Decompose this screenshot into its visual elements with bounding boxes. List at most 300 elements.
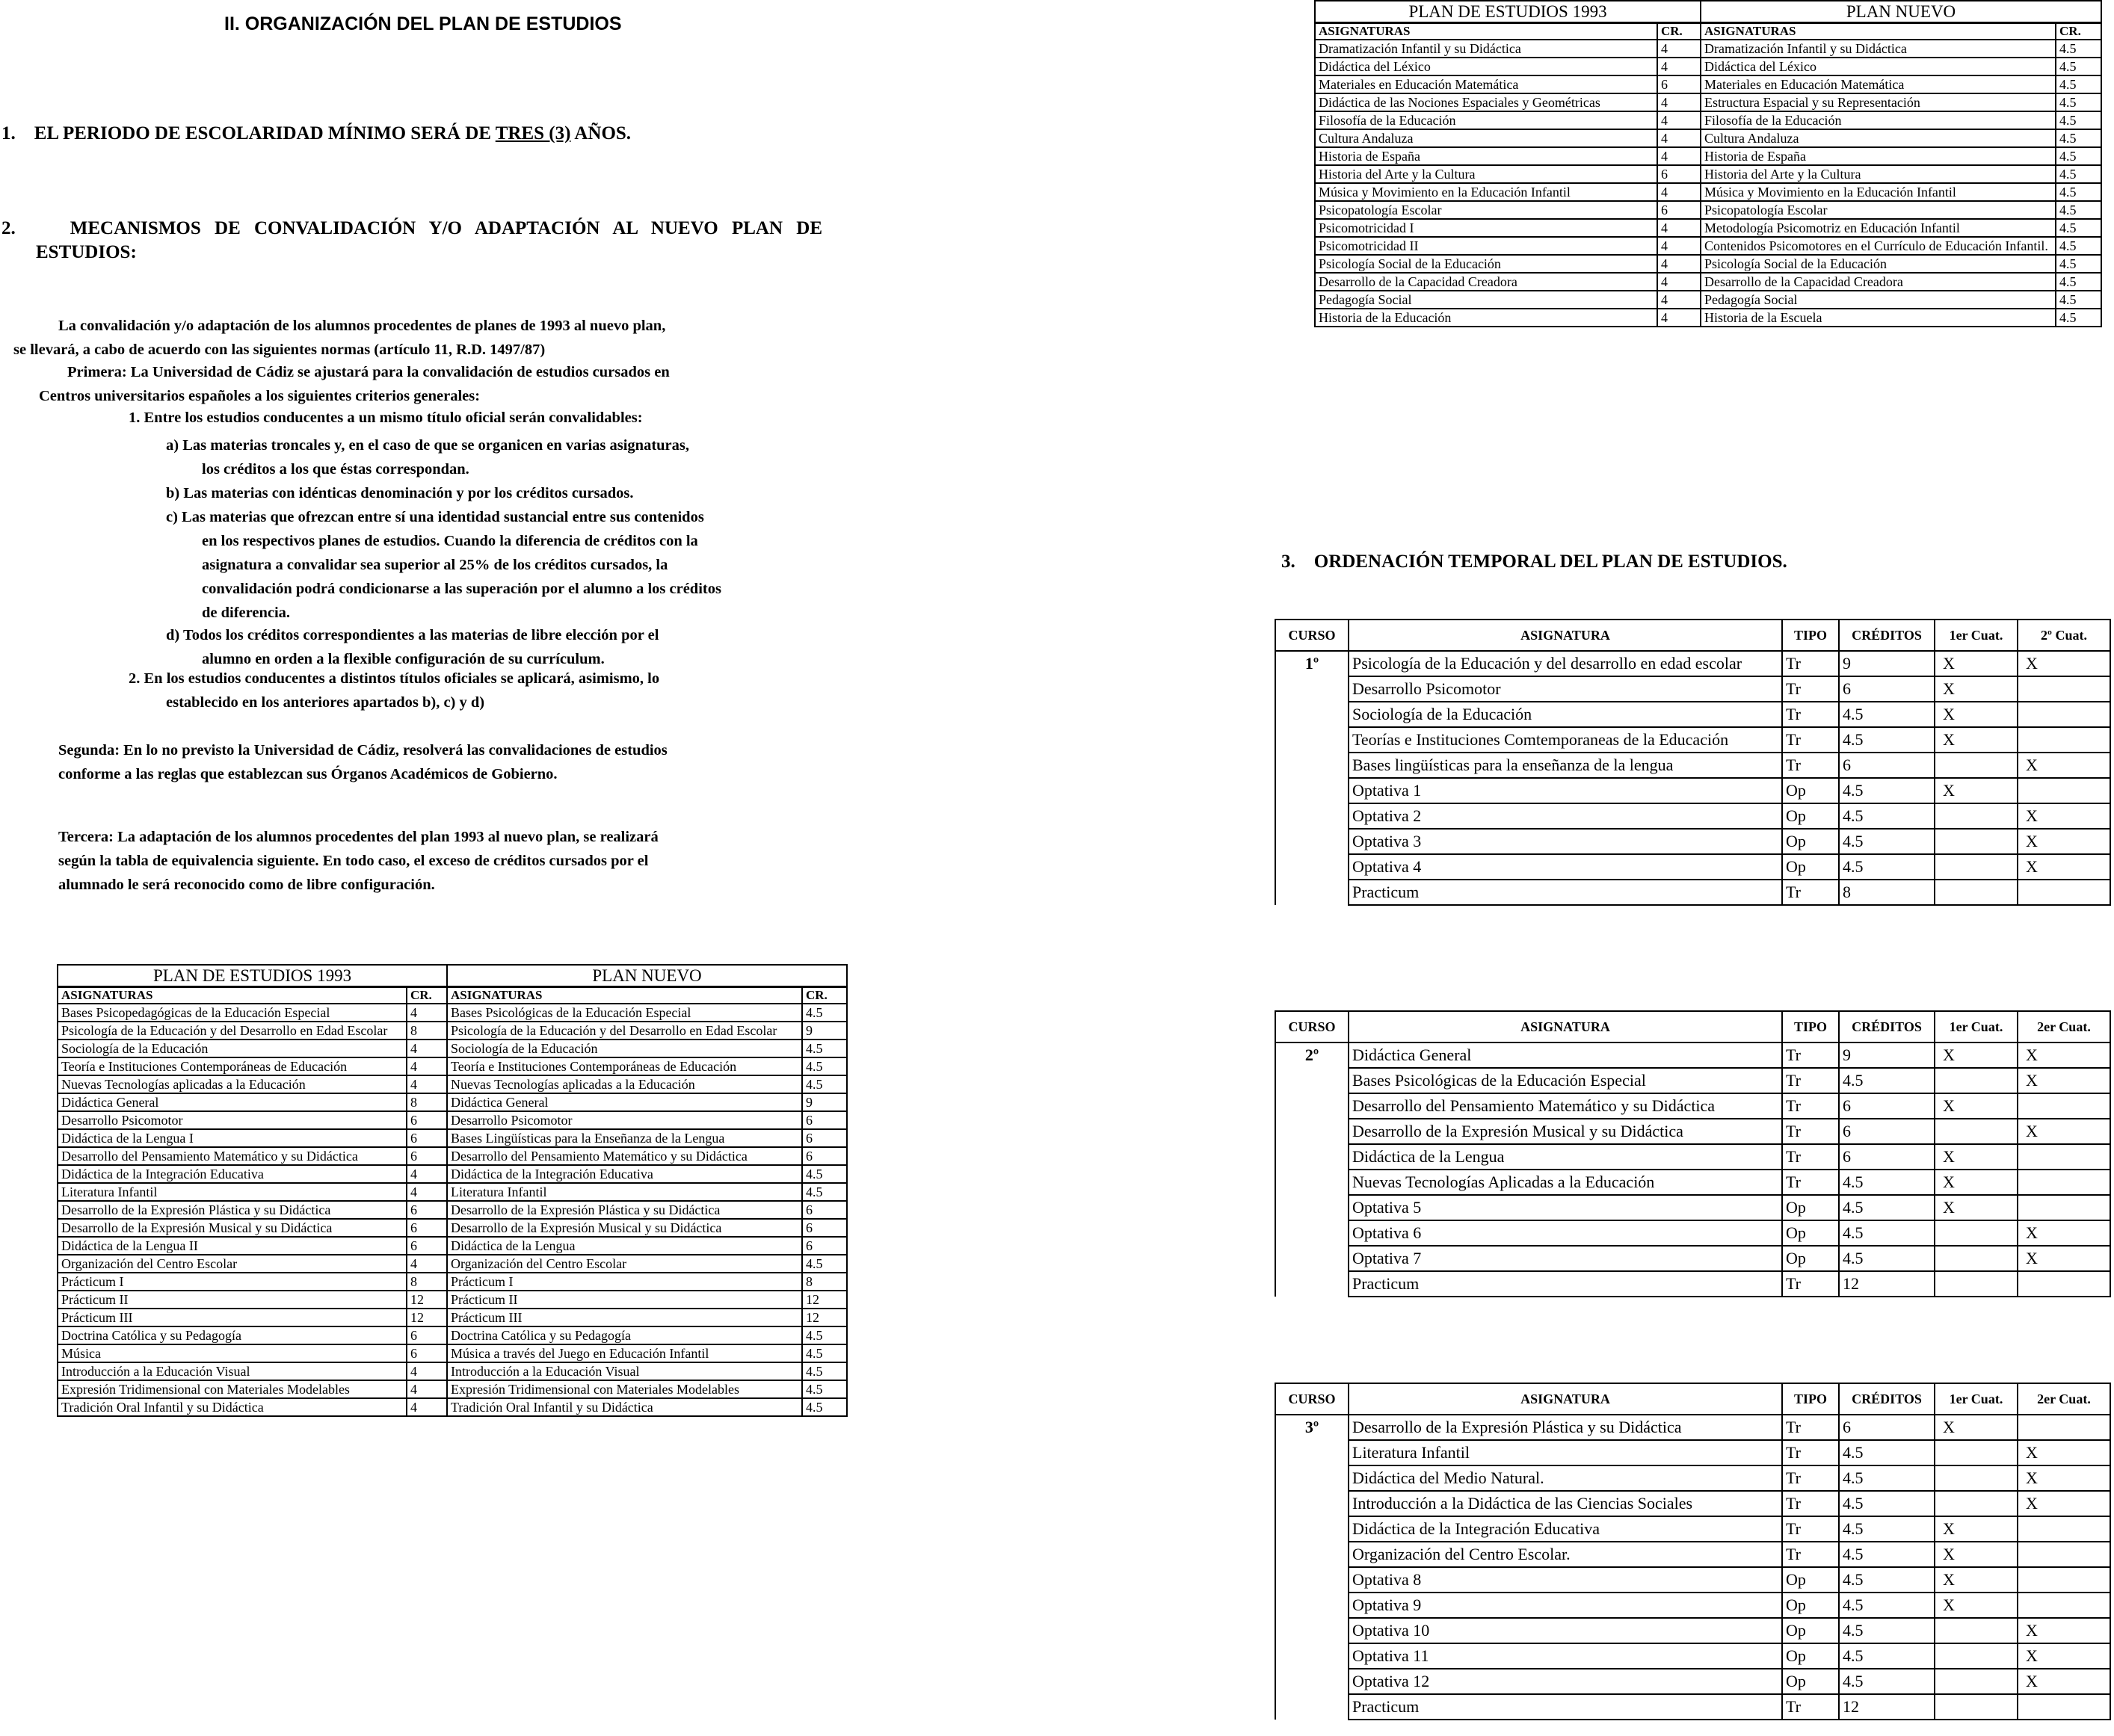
primera-line: Primera: La Universidad de Cádiz se ajustará para la convalidación de estudios cursados en <box>67 364 670 380</box>
course-table-2 <box>1275 1010 2111 1297</box>
new-credits: 9 <box>802 1093 847 1111</box>
old-subject: Prácticum III <box>58 1309 407 1326</box>
col-cr: CR. <box>1657 23 1701 40</box>
tipo: Op <box>1782 1669 1839 1694</box>
criteria-line: los créditos a los que éstas correspondan. <box>202 461 469 478</box>
old-subject: Psicomotricidad I <box>1315 219 1657 237</box>
cuat-1 <box>1935 1618 2018 1643</box>
creditos: 4.5 <box>1839 1440 1935 1465</box>
cuat-2: X <box>2018 1643 2110 1669</box>
new-credits: 6 <box>802 1237 847 1255</box>
subject: Didáctica de la Integración Educativa <box>1349 1516 1782 1542</box>
col-creditos: CRÉDITOS <box>1839 1383 1935 1415</box>
equivalence-row <box>58 1111 847 1129</box>
new-subject: Nuevas Tecnologías aplicadas a la Educación <box>447 1075 802 1093</box>
equivalence-row <box>58 1362 847 1380</box>
new-credits: 4.5 <box>802 1380 847 1398</box>
col-tipo: TIPO <box>1782 620 1839 651</box>
creditos: 6 <box>1839 1093 1935 1119</box>
new-credits: 4.5 <box>802 1075 847 1093</box>
equivalence-plan-header-row <box>58 965 847 987</box>
section-2-number: 2. <box>1 218 16 238</box>
tipo: Tr <box>1782 1694 1839 1720</box>
col-asignaturas: ASIGNATURAS <box>1315 23 1657 40</box>
tercera-line: según la tabla de equivalencia siguiente. En todo caso, el exceso de créditos cursados por el <box>58 853 649 869</box>
cuat-2: X <box>2018 1042 2110 1068</box>
course-row <box>1275 803 2110 829</box>
segunda-line: conforme a las reglas que establezcan sus Órganos Académicos de Gobierno. <box>58 766 558 782</box>
new-credits: 4.5 <box>2056 93 2101 111</box>
course-row <box>1275 1643 2110 1669</box>
criteria-line: b) Las materias con idénticas denominación y por los créditos cursados. <box>166 485 634 501</box>
subject: Practicum <box>1349 1271 1782 1297</box>
old-credits: 6 <box>1657 201 1701 219</box>
col-creditos: CRÉDITOS <box>1839 1011 1935 1042</box>
cuat-1 <box>1935 1246 2018 1271</box>
cuat-2 <box>2018 1516 2110 1542</box>
equivalence-row <box>1315 129 2101 147</box>
old-credits: 4 <box>407 1255 447 1273</box>
new-subject: Psicopatología Escolar <box>1701 201 2056 219</box>
old-credits: 4 <box>1657 111 1701 129</box>
plan-1993-header: PLAN DE ESTUDIOS 1993 <box>58 965 447 987</box>
old-subject: Prácticum II <box>58 1291 407 1309</box>
equivalence-row <box>58 1004 847 1022</box>
equivalence-column-header-row <box>1315 23 2101 40</box>
new-subject: Cultura Andaluza <box>1701 129 2056 147</box>
cuat-2 <box>2018 1593 2110 1618</box>
equivalence-row <box>58 1219 847 1237</box>
old-subject: Organización del Centro Escolar <box>58 1255 407 1273</box>
cuat-2 <box>2018 1093 2110 1119</box>
old-credits: 4 <box>1657 147 1701 165</box>
course-row <box>1275 1465 2110 1491</box>
new-subject: Bases Psicológicas de la Educación Especial <box>447 1004 802 1022</box>
creditos: 4.5 <box>1839 1669 1935 1694</box>
course-row <box>1275 1694 2110 1720</box>
cuat-2: X <box>2018 1618 2110 1643</box>
cuat-2: X <box>2018 1246 2110 1271</box>
new-credits: 4.5 <box>2056 309 2101 327</box>
segunda-paragraph <box>58 738 668 786</box>
cuat-1 <box>1935 753 2018 778</box>
subject: Teorías e Instituciones Comtemporaneas de la Educación <box>1349 727 1782 753</box>
course-row <box>1275 1415 2110 1440</box>
cuat-2: X <box>2018 1440 2110 1465</box>
cuat-2: X <box>2018 1465 2110 1491</box>
col-2do-cuat: 2er Cuat. <box>2018 1383 2110 1415</box>
new-credits: 4.5 <box>2056 273 2101 291</box>
old-credits: 12 <box>407 1309 447 1326</box>
new-subject: Teoría e Instituciones Contemporáneas de Educación <box>447 1057 802 1075</box>
subject: Psicología de la Educación y del desarrollo en edad escolar <box>1349 651 1782 676</box>
creditos: 4.5 <box>1839 803 1935 829</box>
new-credits: 6 <box>802 1111 847 1129</box>
new-credits: 9 <box>802 1022 847 1040</box>
old-credits: 4 <box>1657 183 1701 201</box>
creditos: 4.5 <box>1839 1465 1935 1491</box>
new-credits: 4.5 <box>2056 255 2101 273</box>
creditos: 4.5 <box>1839 1516 1935 1542</box>
subject: Optativa 1 <box>1349 778 1782 803</box>
new-credits: 6 <box>802 1201 847 1219</box>
course-row <box>1275 778 2110 803</box>
cuat-1: X <box>1935 1144 2018 1170</box>
new-credits: 4.5 <box>802 1057 847 1075</box>
tipo: Tr <box>1782 1542 1839 1567</box>
new-subject: Psicología Social de la Educación <box>1701 255 2056 273</box>
course-row <box>1275 829 2110 854</box>
old-credits: 6 <box>407 1344 447 1362</box>
course-row <box>1275 1618 2110 1643</box>
new-subject: Bases Lingüísticas para la Enseñanza de la Lengua <box>447 1129 802 1147</box>
new-credits: 4.5 <box>2056 201 2101 219</box>
equivalence-row <box>1315 183 2101 201</box>
old-credits: 4 <box>407 1380 447 1398</box>
col-1er-cuat: 1er Cuat. <box>1935 1011 2018 1042</box>
cuat-2 <box>2018 1415 2110 1440</box>
new-subject: Historia de la Escuela <box>1701 309 2056 327</box>
section-1-number: 1. <box>1 123 16 143</box>
new-subject: Didáctica de la Integración Educativa <box>447 1165 802 1183</box>
creditos: 4.5 <box>1839 1618 1935 1643</box>
old-subject: Nuevas Tecnologías aplicadas a la Educación <box>58 1075 407 1093</box>
tipo: Tr <box>1782 1440 1839 1465</box>
old-subject: Desarrollo del Pensamiento Matemático y su Didáctica <box>58 1147 407 1165</box>
new-credits: 4.5 <box>2056 183 2101 201</box>
equivalence-row <box>58 1344 847 1362</box>
new-subject: Prácticum II <box>447 1291 802 1309</box>
cuat-2: X <box>2018 753 2110 778</box>
old-credits: 4 <box>1657 129 1701 147</box>
course-row <box>1275 1042 2110 1068</box>
section-1-underlined: TRES (3) <box>495 123 571 143</box>
old-subject: Didáctica General <box>58 1093 407 1111</box>
equivalence-row <box>58 1075 847 1093</box>
col-asignatura: ASIGNATURA <box>1349 1383 1782 1415</box>
equivalence-row <box>58 1326 847 1344</box>
criteria-line: alumno en orden a la flexible configuración de su currículum. <box>202 651 605 667</box>
creditos: 4.5 <box>1839 727 1935 753</box>
old-subject: Tradición Oral Infantil y su Didáctica <box>58 1398 407 1416</box>
criteria-item-1: 1. Entre los estudios conducentes a un mismo título oficial serán convalidables: <box>129 410 643 426</box>
section-1-text-end: AÑOS. <box>570 123 632 143</box>
creditos: 4.5 <box>1839 829 1935 854</box>
equivalence-row <box>58 1291 847 1309</box>
course-row <box>1275 1093 2110 1119</box>
new-credits: 6 <box>802 1219 847 1237</box>
creditos: 4.5 <box>1839 1170 1935 1195</box>
subject: Optativa 5 <box>1349 1195 1782 1220</box>
criteria-item-1b <box>166 481 633 505</box>
curso-label: 2º <box>1275 1042 1349 1297</box>
old-credits: 6 <box>407 1111 447 1129</box>
tipo: Tr <box>1782 651 1839 676</box>
new-subject: Tradición Oral Infantil y su Didáctica <box>447 1398 802 1416</box>
old-subject: Música <box>58 1344 407 1362</box>
old-subject: Historia del Arte y la Cultura <box>1315 165 1657 183</box>
course-row <box>1275 1593 2110 1618</box>
old-subject: Bases Psicopedagógicas de la Educación Especial <box>58 1004 407 1022</box>
new-credits: 4.5 <box>2056 165 2101 183</box>
section-2-heading-line1: MECANISMOS DE CONVALIDACIÓN Y/O ADAPTACIÓN AL NUEVO PLAN DE <box>70 218 822 238</box>
creditos: 4.5 <box>1839 1220 1935 1246</box>
section-2-heading <box>1 218 861 263</box>
subject: Optativa 7 <box>1349 1246 1782 1271</box>
new-credits: 12 <box>802 1309 847 1326</box>
course-header-row <box>1275 1383 2110 1415</box>
course-row <box>1275 753 2110 778</box>
equivalence-row <box>1315 219 2101 237</box>
equivalence-row <box>58 1380 847 1398</box>
subject: Optativa 11 <box>1349 1643 1782 1669</box>
col-tipo: TIPO <box>1782 1383 1839 1415</box>
tipo: Op <box>1782 1246 1839 1271</box>
new-credits: 4.5 <box>2056 129 2101 147</box>
subject: Optativa 9 <box>1349 1593 1782 1618</box>
criteria-item-1a <box>166 433 689 481</box>
creditos: 6 <box>1839 1415 1935 1440</box>
equivalence-row <box>1315 165 2101 183</box>
course-row <box>1275 1195 2110 1220</box>
cuat-1: X <box>1935 1195 2018 1220</box>
old-credits: 6 <box>1657 165 1701 183</box>
plan-1993-header: PLAN DE ESTUDIOS 1993 <box>1315 1 1701 23</box>
old-subject: Introducción a la Educación Visual <box>58 1362 407 1380</box>
cuat-1 <box>1935 803 2018 829</box>
new-subject: Música a través del Juego en Educación Infantil <box>447 1344 802 1362</box>
equivalence-row <box>58 1237 847 1255</box>
criteria-item-1c <box>166 505 721 625</box>
course-row <box>1275 1144 2110 1170</box>
creditos: 4.5 <box>1839 1593 1935 1618</box>
section-3-text: ORDENACIÓN TEMPORAL DEL PLAN DE ESTUDIOS. <box>1313 552 1787 572</box>
old-credits: 6 <box>407 1326 447 1344</box>
course-row <box>1275 1669 2110 1694</box>
old-subject: Psicología de la Educación y del Desarrollo en Edad Escolar <box>58 1022 407 1040</box>
new-credits: 8 <box>802 1273 847 1291</box>
old-subject: Desarrollo de la Expresión Plástica y su Didáctica <box>58 1201 407 1219</box>
old-credits: 6 <box>407 1129 447 1147</box>
old-credits: 6 <box>407 1201 447 1219</box>
tipo: Tr <box>1782 880 1839 905</box>
course-row <box>1275 1491 2110 1516</box>
cuat-2 <box>2018 778 2110 803</box>
old-credits: 4 <box>1657 93 1701 111</box>
cuat-1: X <box>1935 1415 2018 1440</box>
old-subject: Sociología de la Educación <box>58 1040 407 1057</box>
creditos: 4.5 <box>1839 1195 1935 1220</box>
tipo: Op <box>1782 1220 1839 1246</box>
course-row <box>1275 1567 2110 1593</box>
creditos: 6 <box>1839 676 1935 702</box>
new-subject: Prácticum I <box>447 1273 802 1291</box>
old-credits: 4 <box>1657 219 1701 237</box>
new-credits: 4.5 <box>2056 147 2101 165</box>
old-subject: Literatura Infantil <box>58 1183 407 1201</box>
new-subject: Organización del Centro Escolar <box>447 1255 802 1273</box>
cuat-2 <box>2018 702 2110 727</box>
col-cr: CR. <box>407 987 447 1004</box>
tipo: Op <box>1782 829 1839 854</box>
cuat-1 <box>1935 1694 2018 1720</box>
creditos: 4.5 <box>1839 1068 1935 1093</box>
tercera-paragraph <box>58 825 659 897</box>
intro-paragraph <box>13 314 666 362</box>
subject: Optativa 4 <box>1349 854 1782 880</box>
course-row <box>1275 1271 2110 1297</box>
subject: Literatura Infantil <box>1349 1440 1782 1465</box>
col-1er-cuat: 1er Cuat. <box>1935 1383 2018 1415</box>
subject: Optativa 6 <box>1349 1220 1782 1246</box>
tipo: Tr <box>1782 1465 1839 1491</box>
new-credits: 4.5 <box>2056 75 2101 93</box>
new-subject: Prácticum III <box>447 1309 802 1326</box>
cuat-1: X <box>1935 1170 2018 1195</box>
criteria-line: c) Las materias que ofrezcan entre sí una identidad sustancial entre sus contenidos <box>166 509 704 525</box>
old-subject: Historia de España <box>1315 147 1657 165</box>
cuat-1 <box>1935 1068 2018 1093</box>
equivalence-row <box>58 1398 847 1416</box>
cuat-1 <box>1935 1669 2018 1694</box>
cuat-1: X <box>1935 1042 2018 1068</box>
page-title: II. ORGANIZACIÓN DEL PLAN DE ESTUDIOS <box>224 13 622 34</box>
cuat-2 <box>2018 880 2110 905</box>
creditos: 4.5 <box>1839 1567 1935 1593</box>
cuat-2 <box>2018 1694 2110 1720</box>
new-credits: 4.5 <box>2056 237 2101 255</box>
new-subject: Didáctica del Léxico <box>1701 58 2056 75</box>
criteria-line: establecido en los anteriores apartados b), c) y d) <box>166 694 485 711</box>
old-subject: Didáctica de la Lengua I <box>58 1129 407 1147</box>
new-subject: Pedagogía Social <box>1701 291 2056 309</box>
old-credits: 4 <box>407 1075 447 1093</box>
new-subject: Expresión Tridimensional con Materiales Modelables <box>447 1380 802 1398</box>
subject: Organización del Centro Escolar. <box>1349 1542 1782 1567</box>
old-credits: 4 <box>1657 291 1701 309</box>
equivalence-table-right <box>1314 0 2102 327</box>
equivalence-row <box>1315 255 2101 273</box>
equivalence-row <box>58 1309 847 1326</box>
new-subject: Estructura Espacial y su Representación <box>1701 93 2056 111</box>
equivalence-row <box>58 1057 847 1075</box>
criteria-line: de diferencia. <box>202 605 291 621</box>
subject: Desarrollo del Pensamiento Matemático y su Didáctica <box>1349 1093 1782 1119</box>
course-row <box>1275 1220 2110 1246</box>
equivalence-row <box>58 1022 847 1040</box>
course-row <box>1275 854 2110 880</box>
tipo: Tr <box>1782 1170 1839 1195</box>
course-row <box>1275 702 2110 727</box>
cuat-2: X <box>2018 1491 2110 1516</box>
tercera-line: alumnado le será reconocido como de libre configuración. <box>58 877 435 893</box>
cuat-1 <box>1935 1119 2018 1144</box>
col-2do-cuat: 2º Cuat. <box>2018 620 2110 651</box>
course-row <box>1275 1170 2110 1195</box>
curso-label: 3º <box>1275 1415 1349 1720</box>
curso-label: 1º <box>1275 651 1349 905</box>
old-subject: Psicomotricidad II <box>1315 237 1657 255</box>
criteria-line: d) Todos los créditos correspondientes a las materias de libre elección por el <box>166 627 659 643</box>
criteria-line: en los respectivos planes de estudios. Cuando la diferencia de créditos con la <box>202 533 698 549</box>
creditos: 4.5 <box>1839 1643 1935 1669</box>
col-curso: CURSO <box>1275 1383 1349 1415</box>
new-credits: 6 <box>802 1147 847 1165</box>
subject: Didáctica del Medio Natural. <box>1349 1465 1782 1491</box>
old-subject: Cultura Andaluza <box>1315 129 1657 147</box>
new-credits: 4.5 <box>802 1165 847 1183</box>
course-row <box>1275 1516 2110 1542</box>
tipo: Tr <box>1782 1415 1839 1440</box>
new-subject: Filosofía de la Educación <box>1701 111 2056 129</box>
equivalence-row <box>58 1255 847 1273</box>
equivalence-row <box>1315 201 2101 219</box>
cuat-1 <box>1935 1440 2018 1465</box>
old-subject: Expresión Tridimensional con Materiales Modelables <box>58 1380 407 1398</box>
creditos: 4.5 <box>1839 1246 1935 1271</box>
new-credits: 4.5 <box>802 1344 847 1362</box>
old-credits: 4 <box>407 1004 447 1022</box>
course-row <box>1275 727 2110 753</box>
new-credits: 4.5 <box>2056 219 2101 237</box>
course-row <box>1275 1440 2110 1465</box>
course-row <box>1275 676 2110 702</box>
new-credits: 12 <box>802 1291 847 1309</box>
criteria-line: convalidación podrá condicionarse a las superación por el alumno a los créditos <box>202 581 721 597</box>
plan-nuevo-header: PLAN NUEVO <box>447 965 847 987</box>
old-subject: Didáctica del Léxico <box>1315 58 1657 75</box>
subject: Desarrollo de la Expresión Plástica y su Didáctica <box>1349 1415 1782 1440</box>
cuat-2: X <box>2018 1220 2110 1246</box>
creditos: 6 <box>1839 753 1935 778</box>
new-credits: 4.5 <box>2056 111 2101 129</box>
old-credits: 6 <box>1657 75 1701 93</box>
new-subject: Didáctica General <box>447 1093 802 1111</box>
cuat-2: X <box>2018 1119 2110 1144</box>
equivalence-row <box>58 1147 847 1165</box>
new-subject: Música y Movimiento en la Educación Infantil <box>1701 183 2056 201</box>
old-credits: 6 <box>407 1219 447 1237</box>
course-header-row <box>1275 620 2110 651</box>
new-credits: 4.5 <box>2056 40 2101 58</box>
cuat-2 <box>2018 1542 2110 1567</box>
new-subject: Doctrina Católica y su Pedagogía <box>447 1326 802 1344</box>
col-1er-cuat: 1er Cuat. <box>1935 620 2018 651</box>
creditos: 4.5 <box>1839 1542 1935 1567</box>
cuat-2 <box>2018 727 2110 753</box>
tipo: Tr <box>1782 1119 1839 1144</box>
creditos: 4.5 <box>1839 778 1935 803</box>
subject: Desarrollo Psicomotor <box>1349 676 1782 702</box>
cuat-2: X <box>2018 854 2110 880</box>
cuat-1: X <box>1935 1593 2018 1618</box>
equivalence-row <box>1315 309 2101 327</box>
course-row <box>1275 1542 2110 1567</box>
old-subject: Filosofía de la Educación <box>1315 111 1657 129</box>
cuat-2 <box>2018 1170 2110 1195</box>
course-table-1 <box>1275 619 2111 906</box>
equivalence-row <box>58 1183 847 1201</box>
equivalence-row <box>1315 75 2101 93</box>
tipo: Tr <box>1782 1042 1839 1068</box>
col-creditos: CRÉDITOS <box>1839 620 1935 651</box>
cuat-2 <box>2018 1144 2110 1170</box>
subject: Practicum <box>1349 1694 1782 1720</box>
old-subject: Desarrollo de la Capacidad Creadora <box>1315 273 1657 291</box>
course-row <box>1275 880 2110 905</box>
subject: Optativa 10 <box>1349 1618 1782 1643</box>
old-credits: 4 <box>1657 273 1701 291</box>
